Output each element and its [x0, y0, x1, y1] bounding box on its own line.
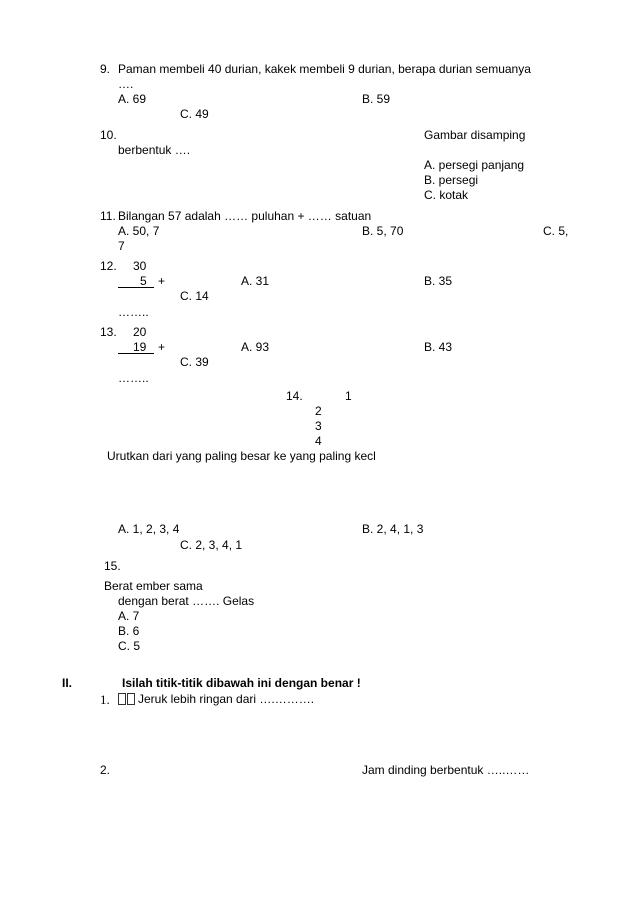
q9-question: Paman membeli 40 durian, kakek membeli 9 durian, berapa durian semuanya: [118, 62, 531, 76]
q12-top-number: 30: [133, 259, 147, 273]
q11-question: Bilangan 57 adalah …… puluhan + …… satuan: [118, 209, 372, 223]
q10-option-a: A. persegi panjang: [424, 158, 525, 172]
q12-option-b: B. 35: [424, 274, 453, 288]
q10-question: Gambar disamping: [424, 128, 526, 142]
q11-number: 11.: [100, 209, 116, 223]
q9-option-a: A. 69: [118, 92, 147, 106]
q10-option-b: B. persegi: [424, 173, 479, 187]
q13-addend: 19: [133, 340, 147, 354]
q14-item: 3: [315, 419, 322, 433]
q14-instruction: Urutkan dari yang paling besar ke yang paling kecl: [107, 449, 376, 463]
q15-option-b: B. 6: [118, 624, 140, 638]
q12-answer-blank: ……..: [118, 305, 149, 319]
section-ii-item1-text: Jeruk lebih ringan dari ….……….: [138, 692, 315, 706]
q13-number: 13.: [100, 325, 117, 339]
q13-answer-blank: ……..: [118, 371, 149, 385]
q14-option-c: C. 2, 3, 4, 1: [180, 538, 243, 552]
q14-item: 1: [345, 389, 352, 403]
q12-addend: 5: [140, 274, 147, 288]
q14-option-b: B. 2, 4, 1, 3: [362, 522, 424, 536]
q12-number: 12.: [100, 259, 117, 273]
q15-option-a: A. 7: [118, 609, 140, 623]
section-ii-item2-number: 2.: [100, 763, 111, 777]
q13-plus-sign: +: [158, 340, 166, 354]
q14-item: 2: [315, 404, 322, 418]
q9-option-c: C. 49: [180, 107, 209, 121]
q10-question-continued: berbentuk ….: [118, 143, 191, 157]
q12-option-c: C. 14: [180, 289, 209, 303]
q9-number: 9.: [100, 62, 111, 76]
q13-option-b: B. 43: [424, 340, 453, 354]
q11-option-b: B. 5, 70: [362, 224, 404, 238]
section-ii-title: Isilah titik-titik dibawah ini dengan benar !: [122, 676, 361, 690]
q13-option-a: A. 93: [241, 340, 270, 354]
q12-option-a: A. 31: [241, 274, 270, 288]
q15-number: 15.: [104, 559, 121, 573]
section-ii-number: II.: [62, 676, 73, 690]
q9-question-continued: ….: [118, 77, 134, 91]
section-ii-item2-text: Jam dinding berbentuk …..……: [362, 763, 530, 777]
q10-number: 10.: [100, 128, 117, 142]
q12-plus-sign: +: [158, 274, 166, 288]
section-ii-item1-number: 1.: [100, 692, 110, 707]
q13-option-c: C. 39: [180, 355, 209, 369]
q15-option-c: C. 5: [118, 639, 141, 653]
missing-glyph-icon: [118, 693, 136, 706]
q15-question-continued: dengan berat ……. Gelas: [118, 594, 255, 608]
q11-option-c-continued: 7: [118, 239, 125, 253]
q11-option-c: C. 5,: [543, 224, 569, 238]
q9-option-b: B. 59: [362, 92, 391, 106]
q13-top-number: 20: [133, 325, 147, 339]
q12-sum-line: [118, 274, 154, 288]
q14-number: 14.: [286, 389, 303, 403]
q10-option-c: C. kotak: [424, 188, 469, 202]
q11-option-a: A. 50, 7: [118, 224, 160, 238]
q15-question: Berat ember sama: [104, 579, 203, 593]
q14-option-a: A. 1, 2, 3, 4: [118, 522, 180, 536]
q14-item: 4: [315, 434, 322, 448]
